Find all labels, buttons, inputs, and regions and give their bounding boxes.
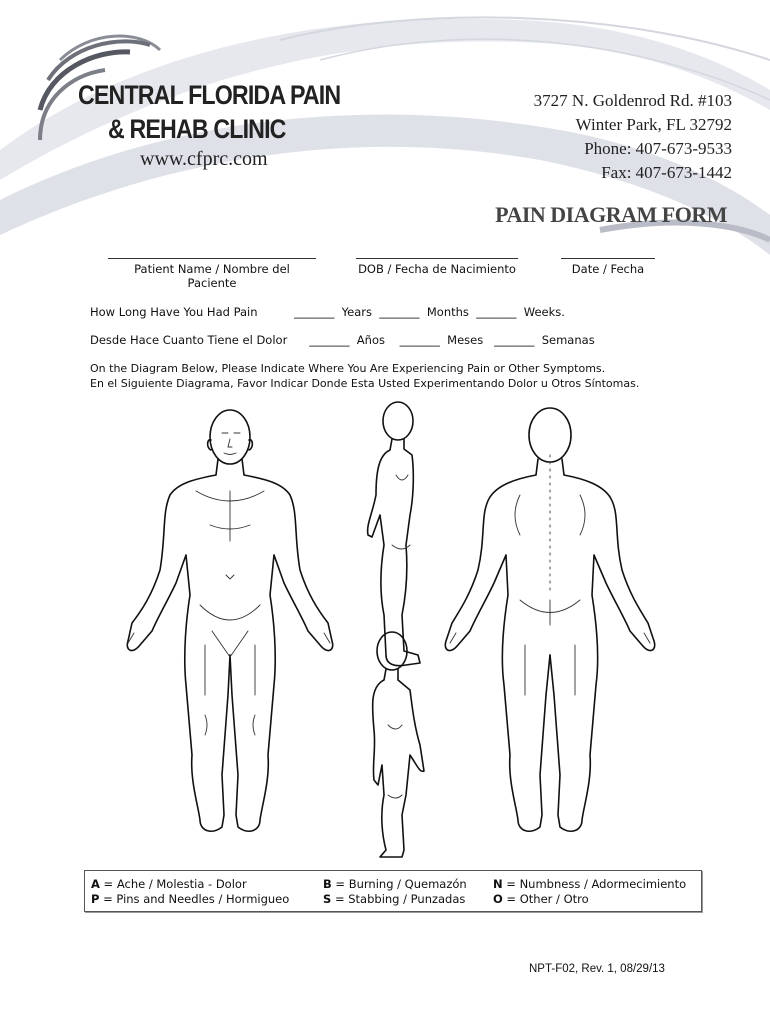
phone-number: Phone: 407-673-9533 [584, 139, 732, 158]
body-back-view[interactable] [445, 408, 654, 831]
legend-item-ache: A = Ache / Molestia - Dolor [91, 877, 247, 891]
legend-column-3 [493, 877, 686, 907]
diagram-instructions [90, 361, 639, 391]
patient-name-field[interactable] [108, 258, 316, 290]
symptom-legend [84, 870, 702, 912]
body-diagram[interactable] [0, 395, 770, 860]
clinic-name-line2: & REHAB CLINIC [108, 114, 286, 144]
fax-number: Fax: 407-673-1442 [601, 163, 732, 182]
date-label: Date / Fecha [571, 262, 645, 276]
instructions-spanish: En el Siguiente Diagrama, Favor Indicar Donde Esta Usted Experimentando Dolor u Otros Síntomas. [90, 377, 640, 390]
legend-item-stabbing: S = Stabbing / Punzadas [323, 892, 466, 906]
dob-label: DOB / Fecha de Nacimiento [358, 262, 516, 276]
legend-item-numbness: N = Numbness / Adormecimiento [493, 877, 687, 891]
duration-question-spanish: Desde Hace Cuanto Tiene el Dolor _______ Años _______ Meses _______ Semanas [90, 333, 595, 347]
date-field[interactable] [561, 258, 655, 276]
patient-name-line[interactable] [108, 258, 316, 259]
address-line1: 3727 N. Goldenrod Rd. #103 [533, 91, 732, 110]
body-front-view[interactable] [127, 410, 332, 831]
legend-item-burning: B = Burning / Quemazón [323, 877, 467, 891]
legend-column-2 [323, 877, 467, 907]
clinic-website: www.cfprc.com [140, 148, 268, 170]
form-revision-footer: NPT-F02, Rev. 1, 08/29/13 [529, 963, 665, 975]
clinic-logo [78, 78, 383, 171]
patient-name-label: Patient Name / Nombre del Paciente [134, 262, 290, 290]
address-line2: Winter Park, FL 32792 [575, 115, 732, 134]
dob-field[interactable] [356, 258, 518, 276]
legend-item-pins-needles: P = Pins and Needles / Hormigueo [91, 892, 290, 906]
legend-item-other: O = Other / Otro [493, 892, 589, 906]
instructions-english: On the Diagram Below, Please Indicate Where You Are Experiencing Pain or Other Symptoms. [90, 362, 606, 375]
legend-column-1 [91, 877, 289, 907]
form-title: PAIN DIAGRAM FORM [495, 202, 727, 227]
date-line[interactable] [561, 258, 655, 259]
clinic-contact-block [534, 89, 732, 185]
clinic-name-line1: CENTRAL FLORIDA PAIN [78, 80, 341, 110]
duration-question-english: How Long Have You Had Pain _______ Years _______ Months _______ Weeks. [90, 305, 565, 319]
dob-line[interactable] [356, 258, 518, 259]
body-side-view-upper[interactable] [368, 402, 420, 666]
